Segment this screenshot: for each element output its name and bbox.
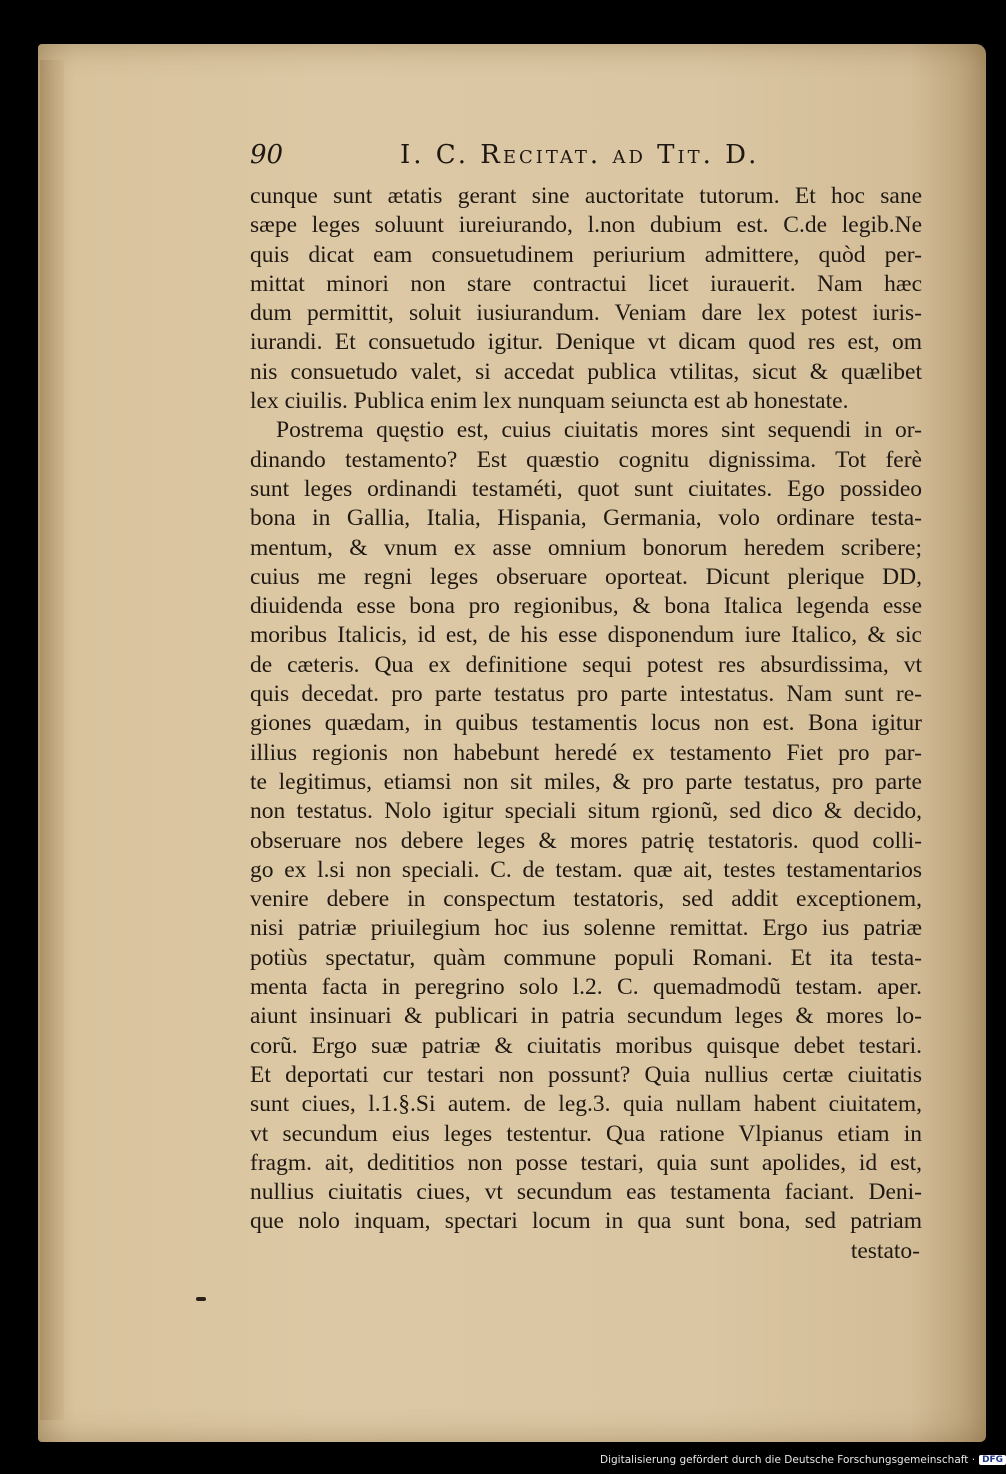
text-line: mittat minori non stare contractui licet iurauerit. Nam hæc	[250, 270, 922, 297]
page-number: 90	[250, 140, 284, 170]
text-line: sunt ciues, l.1.§.Si autem. de leg.3. quia nullam habent ciuitatem,	[250, 1091, 922, 1118]
text-line: sæpe leges soluunt iureiurando, l.non dubium est. C.de legib.Ne	[250, 212, 922, 239]
text-line: nis consuetudo valet, si accedat publica vtilitas, sicut & quælibet	[250, 358, 922, 385]
text-line: diuidenda esse bona pro regionibus, & bona Italica legenda esse	[250, 593, 922, 620]
text-line: que nolo inquam, spectari locum in qua sunt bona, sed patriam	[250, 1208, 922, 1235]
digitization-credit	[600, 1454, 1004, 1474]
text-line: sunt leges ordinandi testaméti, quot sunt ciuitates. Ego possideo	[250, 475, 922, 502]
text-line: aiunt insinuari & publicari in patria secundum leges & mores lo-	[250, 1003, 922, 1030]
text-line: potiùs spectatur, quàm commune populi Romani. Et ita testa-	[250, 944, 922, 971]
text-line: nullius ciuitatis ciues, vt secundum eas testamenta faciant. Deni-	[250, 1179, 922, 1206]
text-line: vt secundum eius leges testentur. Qua ratione Vlpianus etiam in	[250, 1120, 922, 1147]
text-line: bona in Gallia, Italia, Hispania, Germania, volo ordinare testa-	[250, 505, 922, 532]
text-line: lex ciuilis. Publica enim lex nunquam seiuncta est ab honestate.	[250, 388, 849, 415]
running-title: I. C. Recitat. ad Tit. D.	[400, 140, 760, 170]
text-line: nisi patriæ priuilegium hoc ius solenne remittat. Ergo ius patriæ	[250, 915, 922, 942]
text-line: venire debere in conspectum testatoris, sed addit exceptionem,	[250, 886, 922, 913]
text-line-paragraph-start: Postrema quęstio est, cuius ciuitatis mores sint sequendi in or-	[276, 417, 922, 444]
page-gutter-shadow	[40, 60, 64, 1420]
text-line: mentum, & vnum ex asse omnium bonorum heredem scribere;	[250, 534, 922, 561]
text-line: quis decedat. pro parte testatus pro parte intestatus. Nam sunt re-	[250, 681, 922, 708]
text-line: de cæteris. Qua ex definitione sequi potest res absurdissima, vt	[250, 651, 922, 678]
text-line: go ex l.si non speciali. C. de testam. quæ ait, testes testamentarios	[250, 856, 922, 883]
text-line: fragm. ait, dedititios non posse testari, quia sunt apolides, id est,	[250, 1149, 922, 1176]
text-line: dum permittit, soluit iusiurandum. Veniam dare lex potest iuris-	[250, 300, 922, 327]
text-line: dinando testamento? Est quæstio cognitu dignissima. Tot ferè	[250, 446, 922, 473]
text-line: moribus Italicis, id est, de his esse disponendum iure Italico, & sic	[250, 622, 922, 649]
text-line: obseruare nos debere leges & mores patrię testatoris. quod colli-	[250, 827, 922, 854]
text-line: menta facta in peregrino solo l.2. C. quemadmodũ testam. aper.	[250, 974, 922, 1001]
ink-mark	[196, 1297, 206, 1301]
running-head	[250, 140, 930, 180]
text-line: iurandi. Et consuetudo igitur. Denique vt dicam quod res est, om	[250, 329, 922, 356]
text-line: quis dicat eam consuetudinem periurium admittere, quòd per-	[250, 241, 922, 268]
text-line: te legitimus, etiamsi non sit miles, & pro parte testatus, pro parte	[250, 768, 922, 795]
credit-text: Digitalisierung gefördert durch die Deutsche Forschungsgemeinschaft ·	[600, 1454, 976, 1466]
text-line: corũ. Ergo suæ patriæ & ciuitatis moribus quisque debet testari.	[250, 1032, 922, 1059]
text-line: Et deportati cur testari non possunt? Quia nullius certæ ciuitatis	[250, 1061, 922, 1088]
text-line: illius regionis non habebunt heredé ex testamento Fiet pro par-	[250, 739, 922, 766]
dfg-logo-icon: DFG	[979, 1455, 1006, 1465]
text-line: non testatus. Nolo igitur speciali situm rgionũ, sed dico & decido,	[250, 798, 922, 825]
text-line: cuius me regni leges obseruare oporteat. Dicunt plerique DD,	[250, 563, 922, 590]
catchword: testato-	[850, 1237, 920, 1264]
text-line: cunque sunt ætatis gerant sine auctoritate tutorum. Et hoc sane	[250, 183, 922, 209]
text-line: giones quædam, in quibus testamentis locus non est. Bona igitur	[250, 710, 922, 737]
body-text	[250, 182, 922, 1266]
